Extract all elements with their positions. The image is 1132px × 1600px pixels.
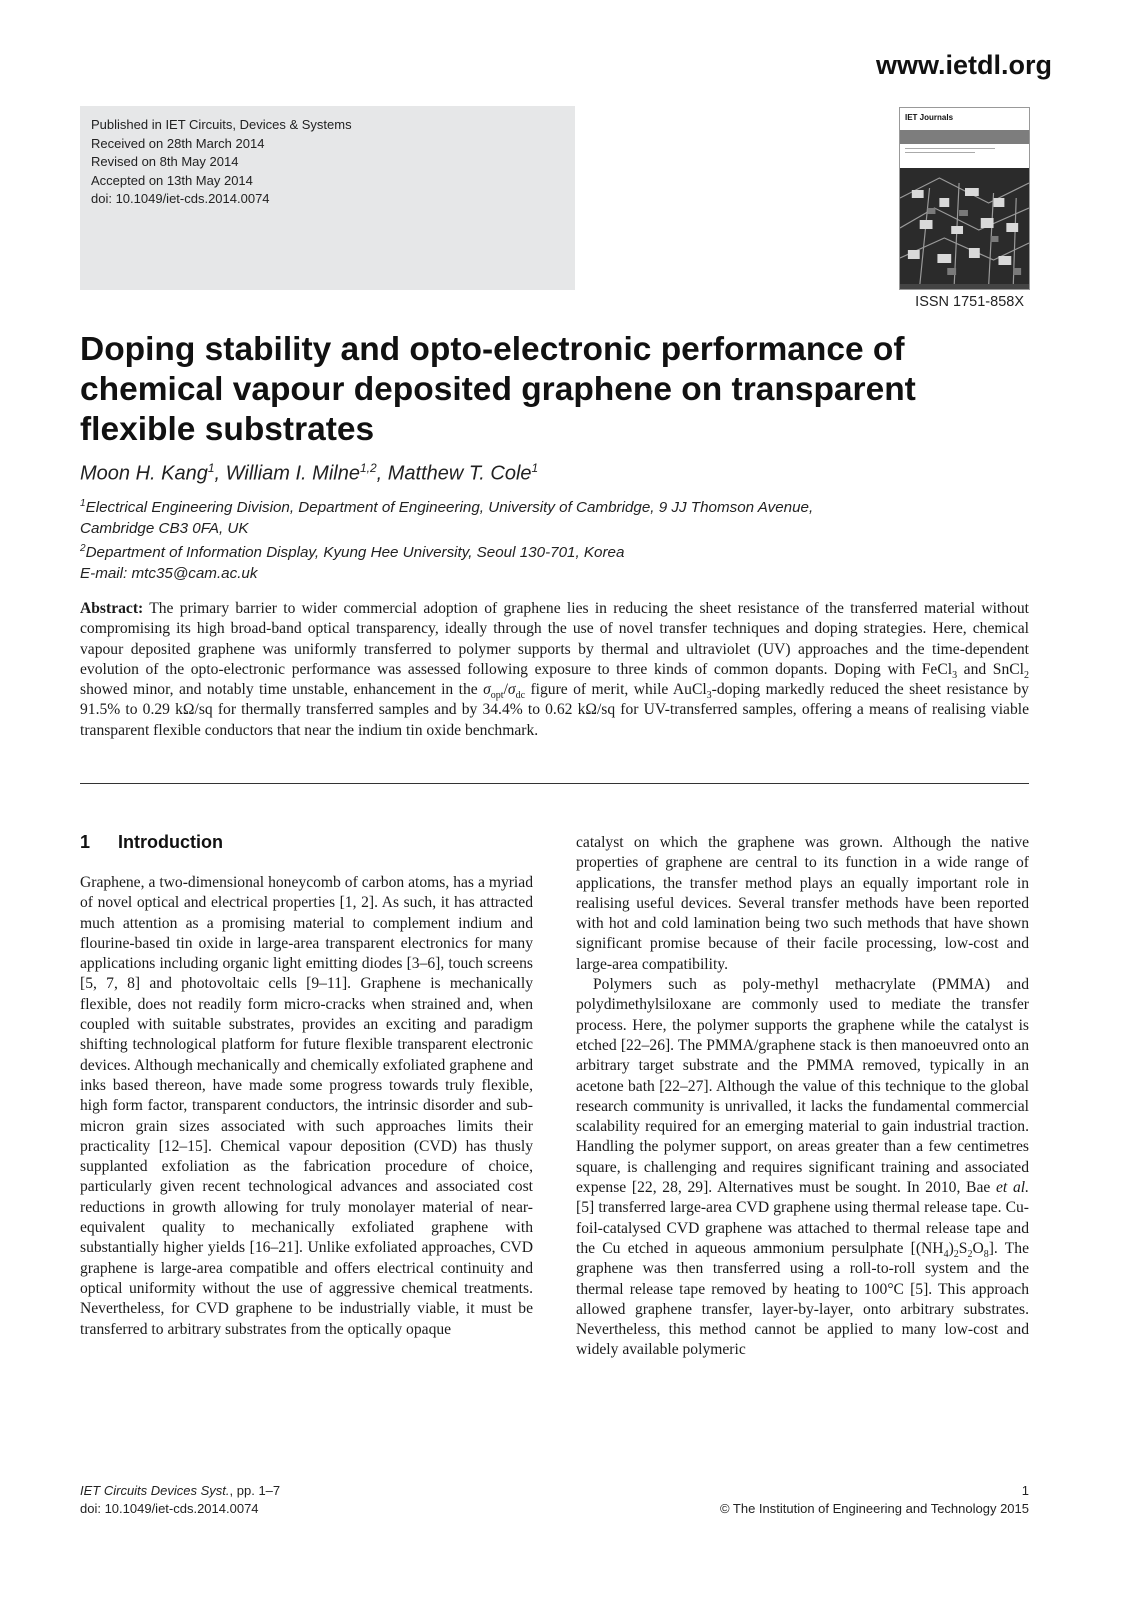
author-affiliation-mark: 1 xyxy=(531,461,539,475)
publication-info-box xyxy=(80,106,575,290)
cover-text-lines xyxy=(905,148,995,162)
cover-footer-band xyxy=(900,284,1029,289)
body-text: S xyxy=(958,1239,968,1257)
abstract-text: / xyxy=(503,681,508,699)
journal-cover-thumbnail xyxy=(899,107,1030,290)
cover-title: IET Circuits, Devices & Systems xyxy=(905,154,999,161)
author-name: Moon H. Kang xyxy=(80,462,208,485)
site-url[interactable]: www.ietdl.org xyxy=(875,50,1052,80)
subscript: 2 xyxy=(953,1249,959,1261)
body-paragraph xyxy=(576,975,1029,1361)
body-column-left xyxy=(80,873,533,1340)
subscript: 3 xyxy=(706,690,712,702)
body-text: ]. The graphene was then transferred using a roll-to-roll system and the thermal release tape removed by heating to 100°C [5]. This approach allowed graphene transfer, layer-by-layer, onto arbitrary substrates. Nevertheless, this method cannot be applied to many low-cost and widely available polymeric xyxy=(576,1239,1029,1359)
author-separator: , xyxy=(214,462,226,485)
body-column-right xyxy=(576,833,1029,1361)
footer-doi[interactable]: doi: 10.1049/iet-cds.2014.0074 xyxy=(80,1501,259,1516)
article-title: Doping stability and opto-electronic performance of chemical vapour deposited graphene on transparent flexible substrates xyxy=(80,331,916,448)
affiliation-mark: 1 xyxy=(80,498,86,509)
abstract xyxy=(80,599,1029,741)
section-title: Introduction xyxy=(118,832,223,852)
sigma-symbol: σ xyxy=(483,681,491,699)
section-heading-introduction xyxy=(80,832,223,853)
author-list xyxy=(80,461,538,486)
email-text[interactable]: E-mail: mtc35@cam.ac.uk xyxy=(80,565,258,583)
section-number: 1 xyxy=(80,832,91,852)
abstract-text: and SnCl xyxy=(957,660,1024,678)
published-in: Published in IET Circuits, Devices & Systems xyxy=(91,117,352,132)
body-paragraph: catalyst on which the graphene was grown. Although the native properties of graphene are central to its function in a wide range of applications, the transfer method plays an equally important role in realising useful devices. Several transfer methods have been reported with hot and cold lamination being two such methods that have shown significant promise because of their facile processing, low-cost and large-area compatibility. xyxy=(576,834,1029,973)
footer-right xyxy=(720,1482,1029,1518)
copyright: © The Institution of Engineering and Technology 2015 xyxy=(719,1501,1029,1516)
author-affiliation-mark: 1 xyxy=(207,461,215,475)
cover-title-band xyxy=(900,130,1029,161)
footer-pages: , pp. 1–7 xyxy=(229,1483,281,1498)
affiliation-text: Electrical Engineering Division, Department of Engineering, University of Cambridge, 9 JJ Thomson Avenue, xyxy=(85,499,814,517)
subscript: opt xyxy=(490,690,504,702)
author-affiliation-mark: 1,2 xyxy=(359,461,377,475)
footer-citation xyxy=(80,1482,280,1518)
subscript: 2 xyxy=(967,1249,973,1261)
footer-journal: IET Circuits Devices Syst. xyxy=(80,1483,230,1498)
cover-brand: IET Journals xyxy=(905,113,954,122)
affiliation-line xyxy=(80,539,1040,564)
affiliation-line xyxy=(80,494,1040,519)
revised-date: Revised on 8th May 2014 xyxy=(91,154,239,170)
cover-header xyxy=(900,108,1029,130)
subscript: 4 xyxy=(943,1249,949,1261)
sigma-symbol: σ xyxy=(507,681,516,699)
abstract-text: figure of merit, while AuCl xyxy=(525,681,707,699)
author-name: William I. Milne xyxy=(225,462,360,485)
subscript: 8 xyxy=(983,1249,989,1261)
subscript: 3 xyxy=(952,670,958,681)
contact-email[interactable] xyxy=(80,564,1040,585)
doi[interactable]: doi: 10.1049/iet-cds.2014.0074 xyxy=(91,191,270,207)
abstract-text: The primary barrier to wider commercial adoption of graphene lies in reducing the sheet resistance of the transferred material without compromising its high broad-band optical transparency, ideally through the use of novel transfer techniques and doping strategies. Here, chemical vapour deposited graphene was uniformly transferred to polymer supports by thermal and ultraviolet (UV) approaches and the time-dependent evolution of the opto-electronic performance was assessed following exposure to three kinds of common dopants. Doping with FeCl xyxy=(80,600,1029,678)
body-text: ) xyxy=(948,1239,954,1257)
received-date: Received on 28th March 2014 xyxy=(91,135,265,151)
abstract-divider xyxy=(80,783,1029,784)
affiliation-text: Department of Information Display, Kyung Hee University, Seoul 130-701, Korea xyxy=(85,544,625,562)
affiliations xyxy=(80,494,1040,585)
subscript: dc xyxy=(515,690,526,702)
body-text: O xyxy=(972,1239,984,1257)
subscript: 2 xyxy=(1024,670,1029,681)
body-text: Polymers such as poly-methyl methacrylate (PMMA) and polydimethylsiloxane are commonly used to mediate the transfer process. Here, the polymer supports the graphene while the catalyst is etched [22–26]. The PMMA/graphene stack is then manoeuvred onto an arbitrary target substrate and the PMMA removed, typically in an acetone bath [22–27]. Although the value of this technique to the global research community is unrivalled, it lacks the fundamental commercial scalability required for an emerging material to gain industrial traction. Handling the polymer support, on areas greater than a few centimetres square, is challenging and requires significant training and associated expense [22, 28, 29]. Alternatives must be sought. In 2010, Bae xyxy=(576,976,1029,1197)
accepted-date: Accepted on 13th May 2014 xyxy=(91,172,253,188)
affiliation-line xyxy=(80,519,1040,540)
abstract-text: showed minor, and notably time unstable, enhancement in the xyxy=(80,681,484,699)
body-text: [5] transferred large-area CVD graphene using thermal release tape. Cu-foil-catalysed CVD graphene was attached to thermal release tape and the Cu etched in aqueous ammonium persulphate [(NH xyxy=(576,1199,1029,1257)
footer-journal-line xyxy=(80,1482,280,1500)
abstract-text: -doping markedly reduced the sheet resistance by 91.5% to 0.29 kΩ/sq for thermally transferred samples and by 34.4% to 0.62 kΩ/sq for UV-transferred samples, offering a means of realising viable transparent flexible conductors that near the indium tin oxide benchmark. xyxy=(80,681,1029,739)
circuit-board-image xyxy=(900,168,1029,286)
author-name: Matthew T. Cole xyxy=(387,462,532,485)
affiliation-text: Cambridge CB3 0FA, UK xyxy=(80,519,249,537)
page-number: 1 xyxy=(1021,1483,1029,1498)
abstract-label: Abstract: xyxy=(80,600,144,617)
affiliation-mark: 2 xyxy=(80,543,86,555)
body-paragraph: Graphene, a two-dimensional honeycomb of carbon atoms, has a myriad of novel optical and electrical properties [1, 2]. As such, it has attracted much attention as a promising material to complement indium and flourine-based tin oxide in large-area transparent electronics for many applications including organic light emitting diodes [3–6], touch screens [5, 7, 8] and photovoltaic cells [9–11]. Graphene is mechanically flexible, does not readily form micro-cracks when strained and, when coupled with suitable substrates, provides an exciting and paradigm shifting technological platform for future flexible transparent electronic devices. Although mechanically and chemically exfoliated graphene and inks based thereon, have made some progress towards truly flexible, high form factor, transparent conductors, the intrinsic disorder and sub-micron grain sizes associated with such approaches limits their practicality [12–15]. Chemical vapour deposition (CVD) has thusly supplanted exfoliation as the fabrication procedure of choice, particularly given recent technological advances and associated cost reductions in growth allowing for truly monolayer material of near-equivalent quality to mechanically exfoliated graphene with substantially higher yields [16–21]. Unlike exfoliated approaches, CVD graphene is large-area compatible and offers electrical continuity and optical uniformity without the use of aggressive chemical treatments. Nevertheless, for CVD graphene to be industrially viable, it must be transferred to arbitrary substrates from the optically opaque xyxy=(80,874,533,1338)
issn: ISSN 1751-858X xyxy=(915,294,1024,310)
author-separator: , xyxy=(376,462,388,485)
body-text-italic: et al. xyxy=(996,1179,1029,1197)
